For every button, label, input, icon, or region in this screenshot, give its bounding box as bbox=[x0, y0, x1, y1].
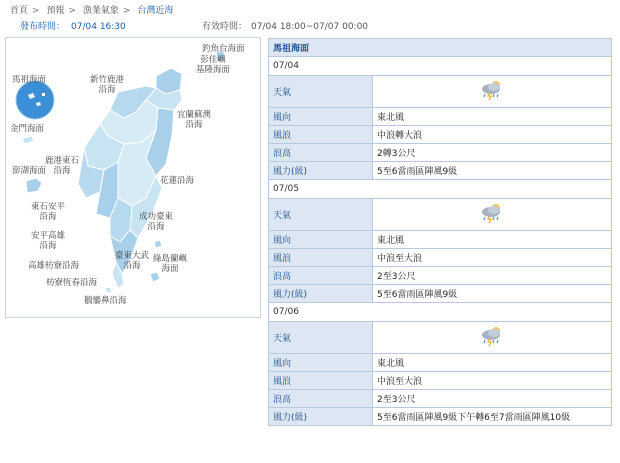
weather-label: 天氣 bbox=[269, 322, 373, 354]
breadcrumb-home[interactable]: 首頁 bbox=[10, 6, 29, 16]
wave-height-label: 浪高 bbox=[269, 144, 373, 162]
map-region-liuqiu bbox=[106, 288, 111, 292]
breadcrumb-separator: > bbox=[122, 6, 131, 16]
map-label-lukang: 鹿港東石 沿海 bbox=[44, 156, 79, 176]
weather-cell bbox=[373, 76, 612, 108]
map-region-penghu[interactable] bbox=[26, 178, 42, 193]
wave-label: 風浪 bbox=[269, 372, 373, 390]
wind-dir-value: 東北風 bbox=[373, 231, 612, 249]
map-region-kinmen[interactable] bbox=[22, 136, 34, 144]
wind-dir-value: 東北風 bbox=[373, 108, 612, 126]
wave-value: 中浪轉大浪 bbox=[373, 126, 612, 144]
wind-force-value: 5至6當雨區陣風9級 bbox=[373, 285, 612, 303]
wind-dir-value: 東北風 bbox=[373, 354, 612, 372]
cloud-thunder-rain-icon bbox=[479, 202, 505, 224]
breadcrumb-forecast[interactable]: 預報 bbox=[46, 6, 65, 16]
breadcrumb bbox=[10, 3, 177, 16]
forecast-date: 07/05 bbox=[269, 180, 612, 199]
wind-force-label: 風力(級) bbox=[269, 162, 373, 180]
weather-label: 天氣 bbox=[269, 76, 373, 108]
wind-force-label: 風力(級) bbox=[269, 285, 373, 303]
map-label-fangliao: 枋寮恆春沿海 bbox=[46, 278, 98, 288]
wave-height-value: 2轉3公尺 bbox=[373, 144, 612, 162]
wind-dir-label: 風向 bbox=[269, 354, 373, 372]
map-label-green-island: 綠島蘭嶼 海面 bbox=[152, 254, 187, 274]
breadcrumb-fishery[interactable]: 漁業氣象 bbox=[82, 6, 119, 16]
wave-height-value: 2至3公尺 bbox=[373, 267, 612, 285]
wave-value: 中浪至大浪 bbox=[373, 249, 612, 267]
weather-cell bbox=[373, 199, 612, 231]
publish-time-value: 07/04 16:30 bbox=[71, 22, 126, 32]
wave-height-label: 浪高 bbox=[269, 390, 373, 408]
map-label-kaohsiung: 高雄枋寮沿海 bbox=[28, 261, 80, 271]
map-label-anping: 安平高雄 沿海 bbox=[30, 231, 65, 251]
wave-label: 風浪 bbox=[269, 249, 373, 267]
sea-area-map bbox=[5, 37, 261, 318]
map-label-penghu: 澎湖海面 bbox=[12, 166, 47, 176]
forecast-date: 07/06 bbox=[269, 303, 612, 322]
map-label-taitung: 臺東大武 沿海 bbox=[114, 251, 149, 271]
publish-time-label: 發布時間： bbox=[20, 22, 66, 32]
map-label-diaoyutai: 釣魚台海面 bbox=[202, 44, 245, 54]
wave-value: 中浪至大浪 bbox=[373, 372, 612, 390]
weather-label: 天氣 bbox=[269, 199, 373, 231]
forecast-date: 07/04 bbox=[269, 57, 612, 76]
wave-label: 風浪 bbox=[269, 126, 373, 144]
map-label-eluanbi: 鵝鑾鼻沿海 bbox=[84, 296, 127, 306]
wind-force-value: 5至6當雨區陣風9級下午轉6至7當雨區陣風10級 bbox=[373, 408, 612, 426]
valid-time-value: 07/04 18:00~07/07 00:00 bbox=[251, 22, 369, 32]
weather-cell bbox=[373, 322, 612, 354]
map-label-hsinchu: 新竹鹿港 沿海 bbox=[89, 75, 124, 95]
map-region-matsu[interactable] bbox=[16, 81, 54, 119]
breadcrumb-separator: > bbox=[68, 6, 76, 16]
publish-time bbox=[20, 19, 126, 32]
forecast-table bbox=[268, 38, 612, 426]
wind-force-value: 5至6當雨區陣風9級 bbox=[373, 162, 612, 180]
wind-dir-label: 風向 bbox=[269, 231, 373, 249]
map-label-chenggong: 成功臺東 沿海 bbox=[138, 212, 173, 232]
map-label-matsu: 馬祖海面 bbox=[12, 75, 47, 85]
cloud-thunder-rain-icon bbox=[479, 325, 505, 347]
map-label-kinmen: 金門海面 bbox=[10, 124, 45, 134]
breadcrumb-current: 台灣近海 bbox=[137, 6, 174, 16]
map-label-pengjia: 彭佳嶼 基隆海面 bbox=[196, 55, 231, 75]
valid-time-label: 有效時間： bbox=[202, 22, 248, 32]
forecast-area-title: 馬祖海面 bbox=[269, 39, 612, 57]
map-label-dongshi: 東石安平 沿海 bbox=[30, 202, 65, 222]
map-label-yilan: 宜蘭蘇澳 沿海 bbox=[176, 110, 211, 130]
breadcrumb-separator: > bbox=[32, 6, 40, 16]
wind-dir-label: 風向 bbox=[269, 108, 373, 126]
wind-force-label: 風力(級) bbox=[269, 408, 373, 426]
wave-height-label: 浪高 bbox=[269, 267, 373, 285]
map-label-hualien: 花蓮沿海 bbox=[160, 176, 195, 186]
valid-time bbox=[202, 19, 368, 32]
cloud-thunder-rain-icon bbox=[479, 79, 505, 101]
map-region-green-island[interactable] bbox=[154, 240, 162, 248]
wave-height-value: 2至3公尺 bbox=[373, 390, 612, 408]
